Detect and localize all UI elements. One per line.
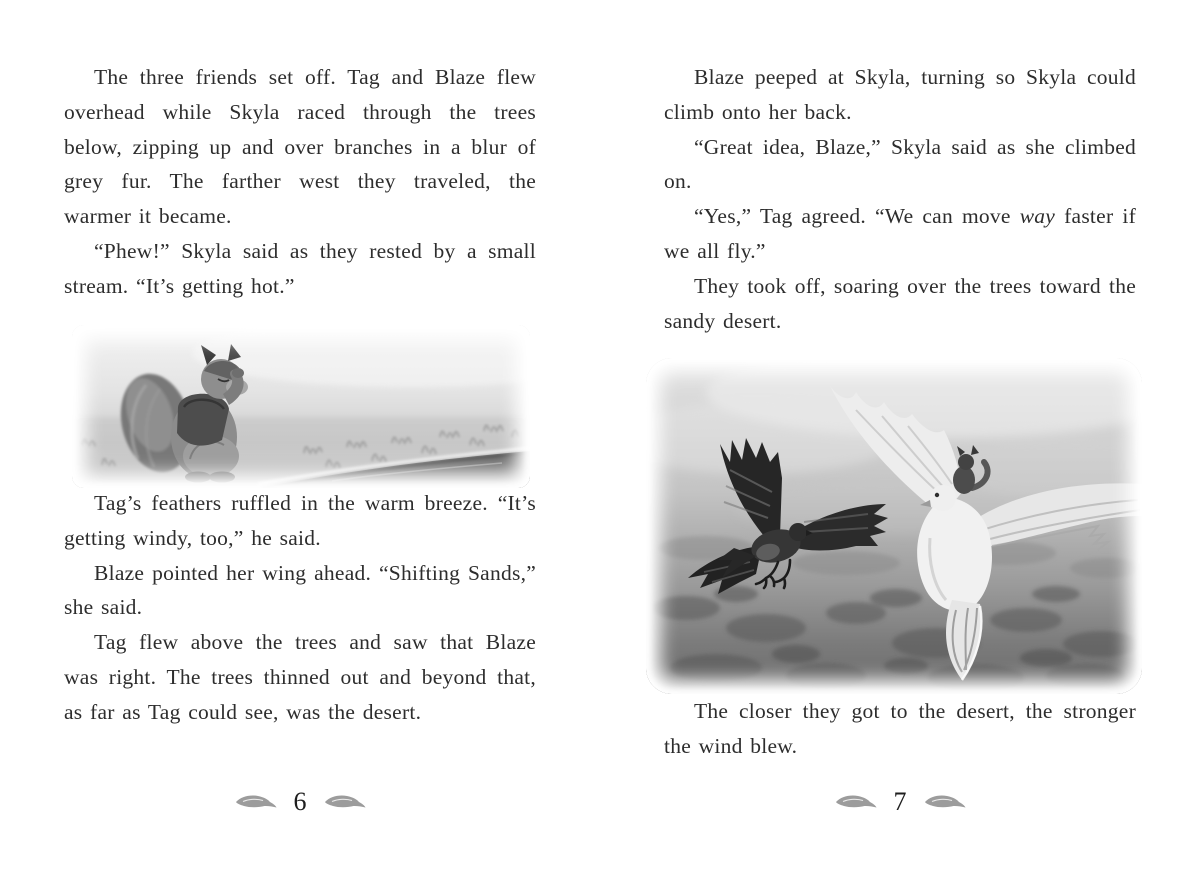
paragraph: “Phew!” Skyla said as they rested by a small stream. “It’s getting hot.” xyxy=(64,238,536,298)
birds-flying-illustration xyxy=(646,358,1142,694)
squirrel-illustration-art xyxy=(72,325,530,488)
page-number: 7 xyxy=(893,787,907,816)
paragraph: Tag’s feathers ruffled in the warm breeze. “It’s getting windy, too,” he said. xyxy=(64,491,536,550)
leaf-ornament-icon xyxy=(924,794,966,811)
page-left xyxy=(64,0,536,872)
right-page-text-bottom xyxy=(664,694,1136,764)
paragraph: The closer they got to the desert, the stronger the wind blew. xyxy=(664,699,1136,758)
right-page-text-top xyxy=(664,60,1136,338)
left-page-footer xyxy=(64,787,536,817)
paragraph: Blaze pointed her wing ahead. “Shifting Sands,” she said. xyxy=(64,560,536,620)
left-page-text-top xyxy=(64,60,536,304)
leaf-ornament-icon xyxy=(235,794,277,811)
page-number: 6 xyxy=(293,787,307,816)
squirrel-by-stream-illustration xyxy=(72,325,530,488)
paragraph: Blaze peeped at Skyla, turning so Skyla could climb onto her back. xyxy=(664,65,1136,124)
flying-illustration-art xyxy=(646,358,1142,694)
paragraph: They took off, soaring over the trees toward the sandy desert. xyxy=(664,273,1136,333)
page-right xyxy=(664,0,1136,872)
left-page-text-bottom xyxy=(64,486,536,730)
paragraph: “Yes,” Tag agreed. “We can move way faster if we all fly.” xyxy=(664,204,1136,263)
paragraph: Tag flew above the trees and saw that Blaze was right. The trees thinned out and beyond that, as far as Tag could see, was the desert. xyxy=(64,630,536,724)
leaf-ornament-icon xyxy=(324,794,366,811)
paragraph: The three friends set off. Tag and Blaze flew overhead while Skyla raced through the trees below, zipping up and over branches in a blur of grey fur. The farther west they traveled, the warmer it became. xyxy=(64,65,536,229)
right-page-footer xyxy=(664,787,1136,817)
leaf-ornament-icon xyxy=(835,794,877,811)
paragraph: “Great idea, Blaze,” Skyla said as she climbed on. xyxy=(664,134,1136,194)
squirrel-vest xyxy=(177,394,229,446)
